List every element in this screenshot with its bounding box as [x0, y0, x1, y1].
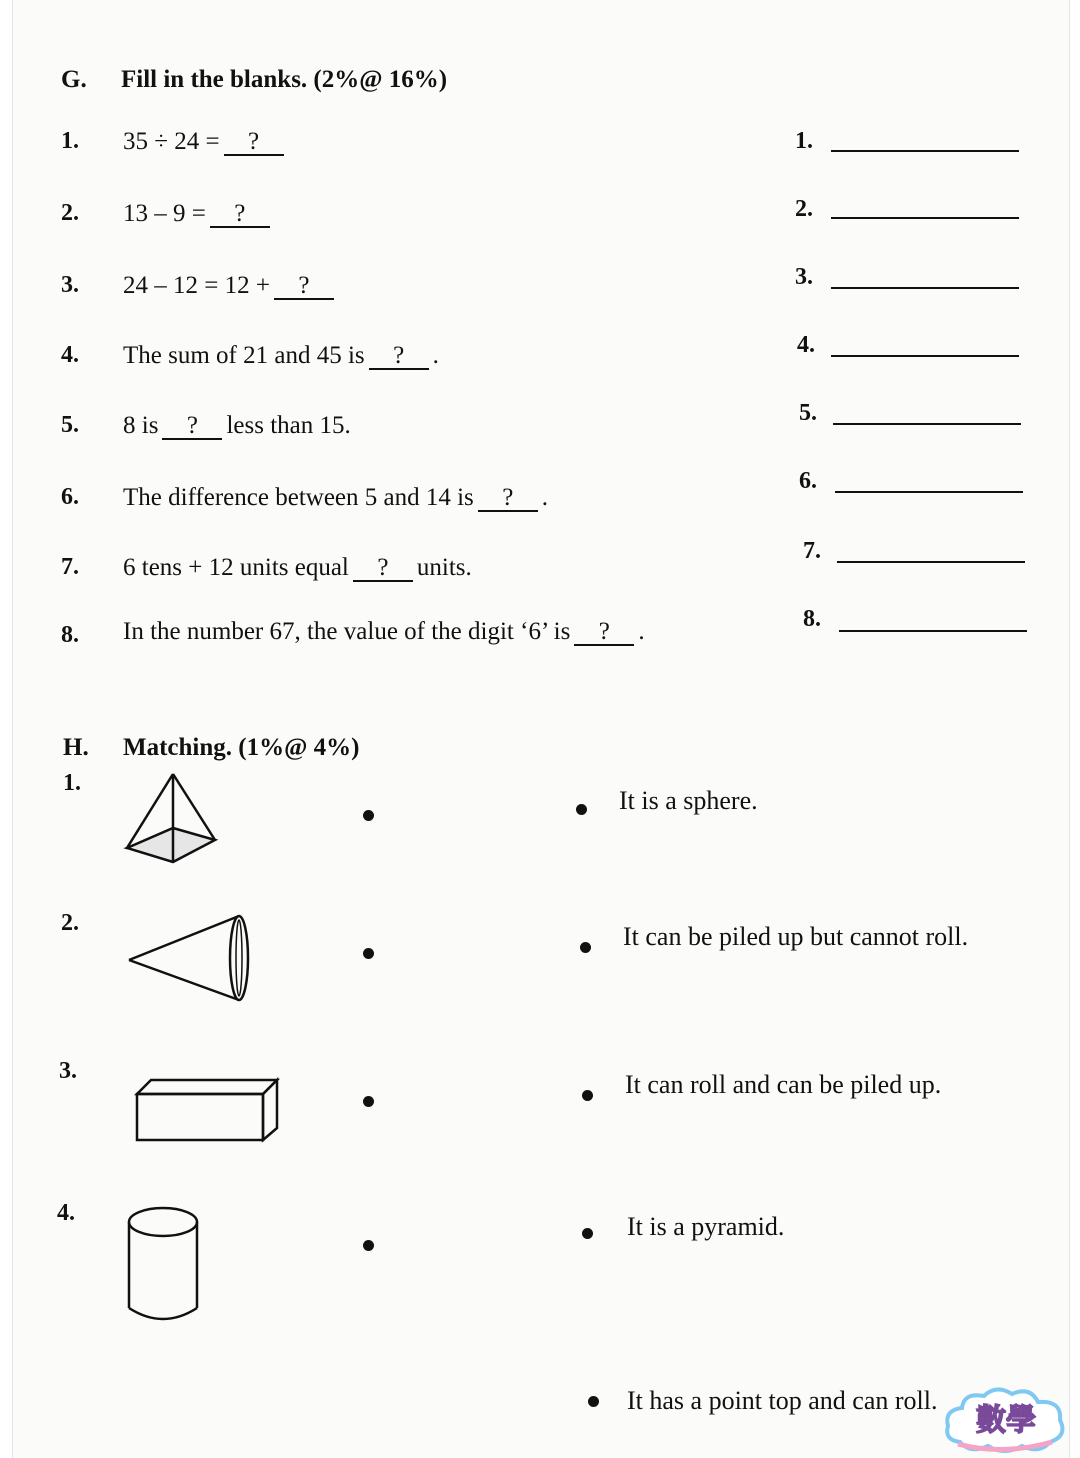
matching-description: It is a pyramid. — [627, 1212, 785, 1241]
match-dot-right[interactable] — [580, 942, 591, 953]
question-text — [123, 484, 548, 512]
section-g-title: Fill in the blanks. (2%@ 16%) — [121, 66, 448, 93]
worksheet-page — [12, 0, 1070, 1458]
question-blank: ? — [162, 414, 222, 440]
answer-number: 4. — [797, 332, 815, 358]
answer-line[interactable] — [831, 355, 1019, 357]
matching-item-number: 2. — [61, 910, 79, 936]
answer-line[interactable] — [839, 630, 1027, 632]
question-text — [123, 128, 288, 156]
question-post: less than 15. — [226, 412, 351, 439]
question-pre: 13 – 9 = — [123, 200, 206, 227]
matching-description: It can be piled up but cannot roll. — [623, 922, 969, 951]
question-text — [123, 272, 338, 300]
question-blank: ? — [210, 202, 270, 228]
answer-line[interactable] — [833, 423, 1021, 425]
question-number: 3. — [61, 272, 79, 298]
question-number: 6. — [61, 484, 79, 510]
match-dot-right[interactable] — [588, 1396, 599, 1407]
answer-line[interactable] — [831, 150, 1019, 152]
question-number: 8. — [61, 622, 79, 648]
question-text — [123, 342, 439, 370]
answer-line[interactable] — [835, 491, 1023, 493]
match-dot-left[interactable] — [363, 1096, 374, 1107]
answer-number: 1. — [795, 128, 813, 154]
matching-description: It can roll and can be piled up. — [625, 1070, 942, 1099]
logo-text: 數學 — [976, 1403, 1036, 1438]
cylinder-icon — [125, 1204, 205, 1326]
question-number: 5. — [61, 412, 79, 438]
cloud-logo-icon — [942, 1384, 1068, 1454]
question-text — [123, 200, 274, 228]
question-pre: 35 ÷ 24 = — [123, 128, 220, 155]
match-dot-left[interactable] — [363, 1240, 374, 1251]
matching-item-number: 3. — [59, 1058, 77, 1084]
section-h-title: Matching. (1%@ 4%) — [123, 734, 360, 761]
question-blank: ? — [478, 486, 538, 512]
answer-line[interactable] — [837, 561, 1025, 563]
matching-description: It has a point top and can roll. — [627, 1386, 938, 1415]
answer-number: 5. — [799, 400, 817, 426]
answer-number: 3. — [795, 264, 813, 290]
question-pre: 8 is — [123, 412, 159, 439]
question-text — [123, 618, 645, 646]
question-post: . — [541, 484, 549, 511]
question-blank: ? — [224, 130, 284, 156]
answer-line[interactable] — [831, 217, 1019, 219]
question-blank: ? — [353, 556, 413, 582]
question-blank: ? — [369, 344, 429, 370]
question-number: 2. — [61, 200, 79, 226]
pyramid-icon — [123, 770, 223, 868]
answer-number: 7. — [803, 538, 821, 564]
question-post: units. — [416, 554, 472, 581]
question-text — [123, 554, 472, 582]
match-dot-right[interactable] — [576, 804, 587, 815]
matching-item-number: 4. — [57, 1200, 75, 1226]
matching-item-number: 1. — [63, 770, 81, 796]
question-number: 7. — [61, 554, 79, 580]
match-dot-right[interactable] — [582, 1228, 593, 1239]
answer-number: 2. — [795, 196, 813, 222]
question-pre: The difference between 5 and 14 is — [123, 484, 474, 511]
question-pre: The sum of 21 and 45 is — [123, 342, 365, 369]
question-pre: 24 – 12 = 12 + — [123, 272, 270, 299]
answer-line[interactable] — [831, 287, 1019, 289]
section-h-letter: H. — [63, 734, 89, 761]
question-blank: ? — [574, 620, 634, 646]
match-dot-right[interactable] — [582, 1090, 593, 1101]
matching-description: It is a sphere. — [619, 786, 758, 815]
question-number: 1. — [61, 128, 79, 154]
cone-icon — [125, 912, 255, 1004]
answer-number: 6. — [799, 468, 817, 494]
match-dot-left[interactable] — [363, 810, 374, 821]
question-post: . — [432, 342, 439, 369]
cuboid-icon — [133, 1076, 283, 1146]
answer-number: 8. — [803, 606, 821, 632]
match-dot-left[interactable] — [363, 948, 374, 959]
section-g-letter: G. — [61, 66, 87, 93]
question-text — [123, 412, 351, 440]
question-number: 4. — [61, 342, 79, 368]
question-pre: 6 tens + 12 units equal — [123, 554, 349, 581]
question-post: . — [638, 618, 645, 645]
question-pre: In the number 67, the value of the digit ‘6’ is — [123, 618, 571, 645]
question-blank: ? — [274, 274, 334, 300]
